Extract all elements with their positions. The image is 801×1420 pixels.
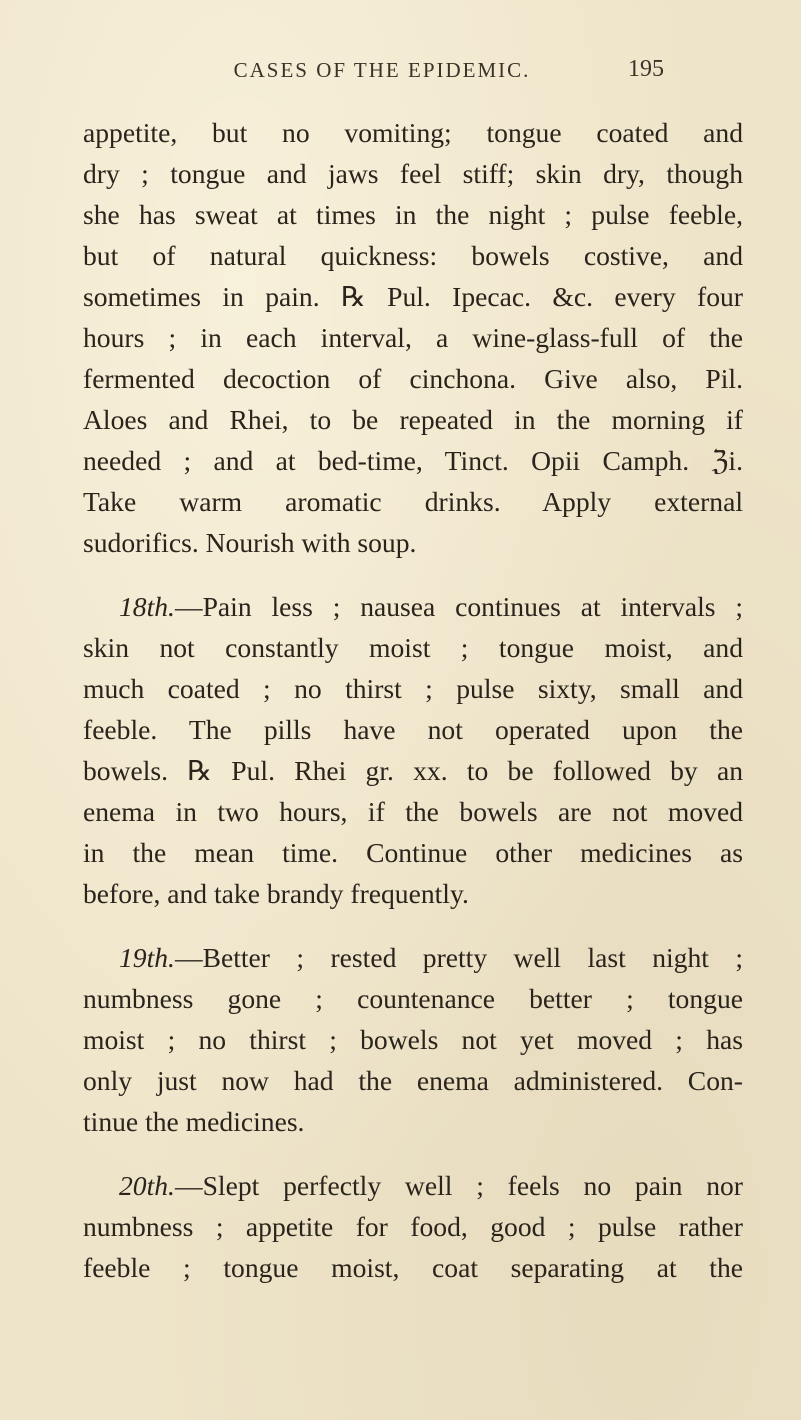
text-line [83, 1165, 743, 1206]
entry-date: 20th. [119, 1170, 175, 1201]
text-line: needed ; and at bed-time, Tinct. Opii Camph. ℨi. [83, 445, 743, 476]
paragraph-continuation [83, 112, 743, 563]
text-line: numbness ; appetite for food, good ; pulse rather [83, 1211, 743, 1242]
text-line: dry ; tongue and jaws feel stiff; skin dry, though [83, 158, 743, 189]
text-line: numbness gone ; countenance better ; tongue [83, 983, 743, 1014]
text-line: fermented decoction of cinchona. Give also, Pil. [83, 363, 743, 394]
paragraph-20th [83, 1165, 743, 1288]
running-title: CASES OF THE EPIDEMIC. [233, 58, 531, 82]
text-line [83, 586, 743, 627]
text-line: feeble. The pills have not operated upon the [83, 714, 743, 745]
paragraph-19th [83, 937, 743, 1142]
text-line: appetite, but no vomiting; tongue coated and [83, 117, 743, 148]
page-number: 195 [628, 56, 664, 82]
text-line: bowels. ℞ Pul. Rhei gr. xx. to be followed by an [83, 755, 743, 786]
text-line: Aloes and Rhei, to be repeated in the morning if [83, 404, 743, 435]
text-line: moist ; no thirst ; bowels not yet moved ; has [83, 1024, 743, 1055]
text-line: before, and take brandy frequently. [83, 878, 469, 909]
text-line: feeble ; tongue moist, coat separating at the [83, 1252, 743, 1283]
text-line: tinue the medicines. [83, 1106, 305, 1137]
text-line: in the mean time. Continue other medicines as [83, 837, 743, 868]
entry-text: —Better ; rested pretty well last night ; [174, 942, 743, 973]
text-line: hours ; in each interval, a wine-glass-full of the [83, 322, 743, 353]
paragraph-18th [83, 586, 743, 914]
entry-text: —Pain less ; nausea continues at intervals ; [174, 591, 743, 622]
text-line [83, 937, 743, 978]
text-line: Take warm aromatic drinks. Apply external [83, 486, 743, 517]
text-line: only just now had the enema administered. Con- [83, 1065, 743, 1096]
text-line: she has sweat at times in the night ; pulse feeble, [83, 199, 743, 230]
entry-text: —Slept perfectly well ; feels no pain nor [174, 1170, 743, 1201]
entry-date: 19th. [119, 942, 175, 973]
entry-date: 18th. [119, 591, 175, 622]
text-line: but of natural quickness: bowels costive, and [83, 240, 743, 271]
text-line: sudorifics. Nourish with soup. [83, 527, 417, 558]
text-line: much coated ; no thirst ; pulse sixty, small and [83, 673, 743, 704]
text-line: enema in two hours, if the bowels are not moved [83, 796, 743, 827]
text-line: skin not constantly moist ; tongue moist, and [83, 632, 743, 663]
body-text [83, 112, 743, 1311]
text-line: sometimes in pain. ℞ Pul. Ipecac. &c. every four [83, 281, 743, 312]
